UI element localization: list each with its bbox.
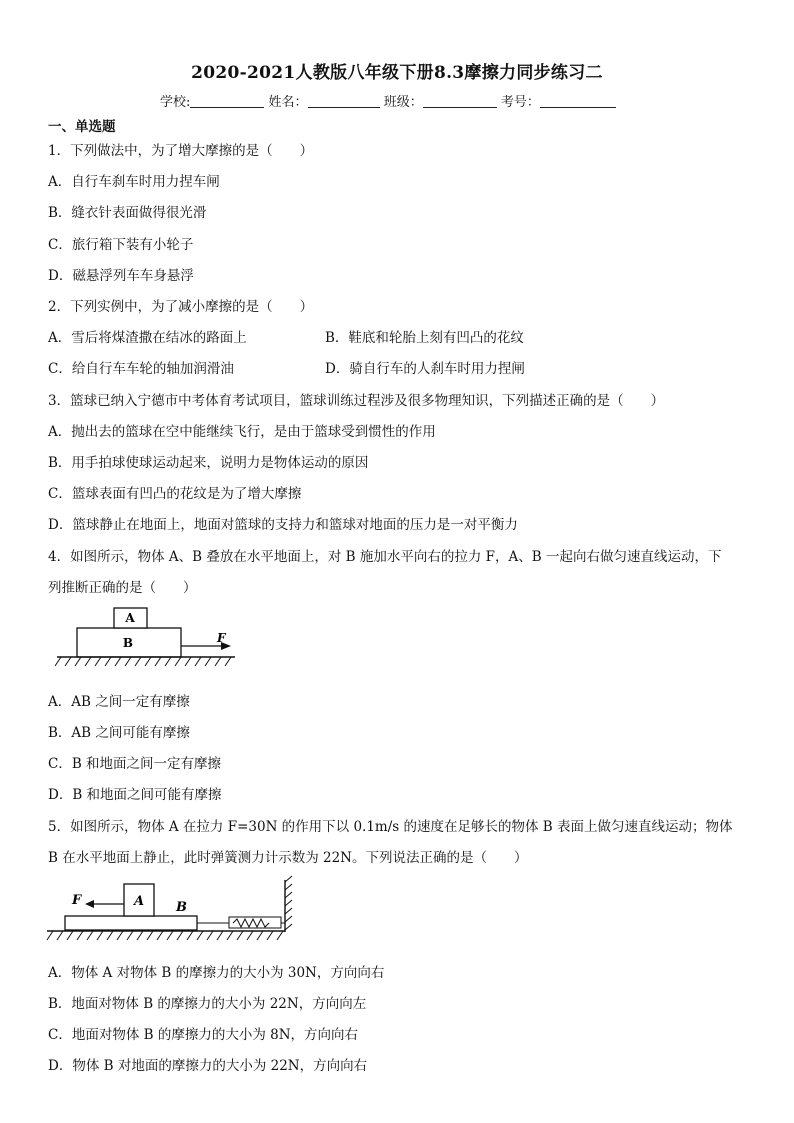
name-label: 姓名：: [268, 95, 308, 110]
question-3-stem: 3．篮球已纳入宁德市中考体育考试项目，篮球训练过程涉及很多物理知识，下列描述正确的是（ ）: [48, 393, 665, 409]
question-1-option-a[interactable]: A．自行车刹车时用力捏车闸: [48, 174, 220, 190]
question-3-option-d[interactable]: D．篮球静止在地面上，地面对篮球的支持力和篮球对地面的压力是一对平衡力: [48, 517, 518, 533]
force-label: F: [217, 631, 226, 645]
name-blank[interactable]: [308, 94, 380, 108]
question-4-option-d[interactable]: D．B 和地面之间可能有摩擦: [48, 787, 222, 803]
question-5-option-c[interactable]: C．地面对物体 B 的摩擦力的大小为 8N，方向向右: [48, 1027, 359, 1043]
question-1-stem: 1．下列做法中，为了增大摩擦的是（ ）: [48, 143, 314, 159]
question-5-figure: [45, 874, 295, 944]
question-4-option-a[interactable]: A．AB 之间一定有摩擦: [48, 694, 190, 710]
school-label: 学校:: [160, 95, 191, 110]
question-2-option-b[interactable]: B．鞋底和轮胎上刻有凹凸的花纹: [325, 330, 524, 346]
force-arrowhead: [85, 900, 94, 908]
question-1-option-d[interactable]: D．磁悬浮列车车身悬浮: [48, 268, 194, 284]
block-b-label: B: [176, 900, 187, 915]
question-4-option-c[interactable]: C．B 和地面之间一定有摩擦: [48, 756, 222, 772]
force-label: F: [72, 893, 82, 908]
ground-hatching: [47, 931, 283, 940]
school-blank[interactable]: [190, 94, 264, 108]
question-2-option-a[interactable]: A．雪后将煤渣撒在结冰的路面上: [48, 330, 247, 346]
question-2-stem: 2．下列实例中，为了减小摩擦的是（ ）: [48, 299, 314, 315]
question-2-option-c[interactable]: C．给自行车车轮的轴加润滑油: [48, 361, 234, 377]
question-5-stem-line-1: 5．如图所示，物体 A 在拉力 F=30N 的作用下以 0.1m/s 的速度在足够长的物体 B 表面上做匀速直线运动；物体: [48, 819, 733, 835]
question-4-stem-line-1: 4．如图所示，物体 A、B 叠放在水平地面上，对 B 施加水平向右的拉力 F，A、B 一起向右做匀速直线运动，下: [48, 549, 722, 565]
block-b-label: B: [122, 636, 134, 650]
section-heading: 一、单选题: [48, 119, 116, 135]
block-a-label: A: [125, 611, 135, 625]
question-3-option-c[interactable]: C．篮球表面有凹凸的花纹是为了增大摩擦: [48, 486, 302, 502]
question-5-option-a[interactable]: A．物体 A 对物体 B 的摩擦力的大小为 30N，方向向右: [48, 965, 385, 981]
ground-hatching: [55, 657, 231, 666]
question-3-option-a[interactable]: A．抛出去的篮球在空中能继续飞行，是由于篮球受到惯性的作用: [48, 424, 436, 440]
class-blank[interactable]: [423, 94, 497, 108]
exam-no-blank[interactable]: [540, 94, 616, 108]
question-4-figure: [55, 604, 245, 670]
student-info-row: [160, 91, 616, 110]
question-2-option-d[interactable]: D．骑自行车的人刹车时用力捏闸: [325, 361, 525, 377]
block-a-label: A: [133, 894, 145, 909]
question-5-stem-line-2: B 在水平地面上静止，此时弹簧测力计示数为 22N。下列说法正确的是（ ）: [48, 850, 528, 866]
question-5-option-b[interactable]: B．地面对物体 B 的摩擦力的大小为 22N，方向向左: [48, 996, 367, 1012]
question-1-option-c[interactable]: C．旅行箱下装有小轮子: [48, 237, 194, 253]
wall-hatching: [285, 876, 292, 930]
block-b: [65, 916, 197, 930]
question-5-option-d[interactable]: D．物体 B 对地面的摩擦力的大小为 22N，方向向右: [48, 1058, 368, 1074]
question-4-stem-line-2: 列推断正确的是（ ）: [48, 580, 197, 596]
class-label: 班级：: [383, 95, 423, 110]
question-3-option-b[interactable]: B．用手拍球使球运动起来，说明力是物体运动的原因: [48, 455, 369, 471]
spring-scale: [197, 917, 285, 928]
question-1-option-b[interactable]: B．缝衣针表面做得很光滑: [48, 205, 207, 221]
page-title: 2020-2021人教版八年级下册8.3摩擦力同步练习二: [191, 63, 603, 83]
question-4-option-b[interactable]: B．AB 之间可能有摩擦: [48, 725, 190, 741]
exam-no-label: 考号：: [500, 95, 540, 110]
